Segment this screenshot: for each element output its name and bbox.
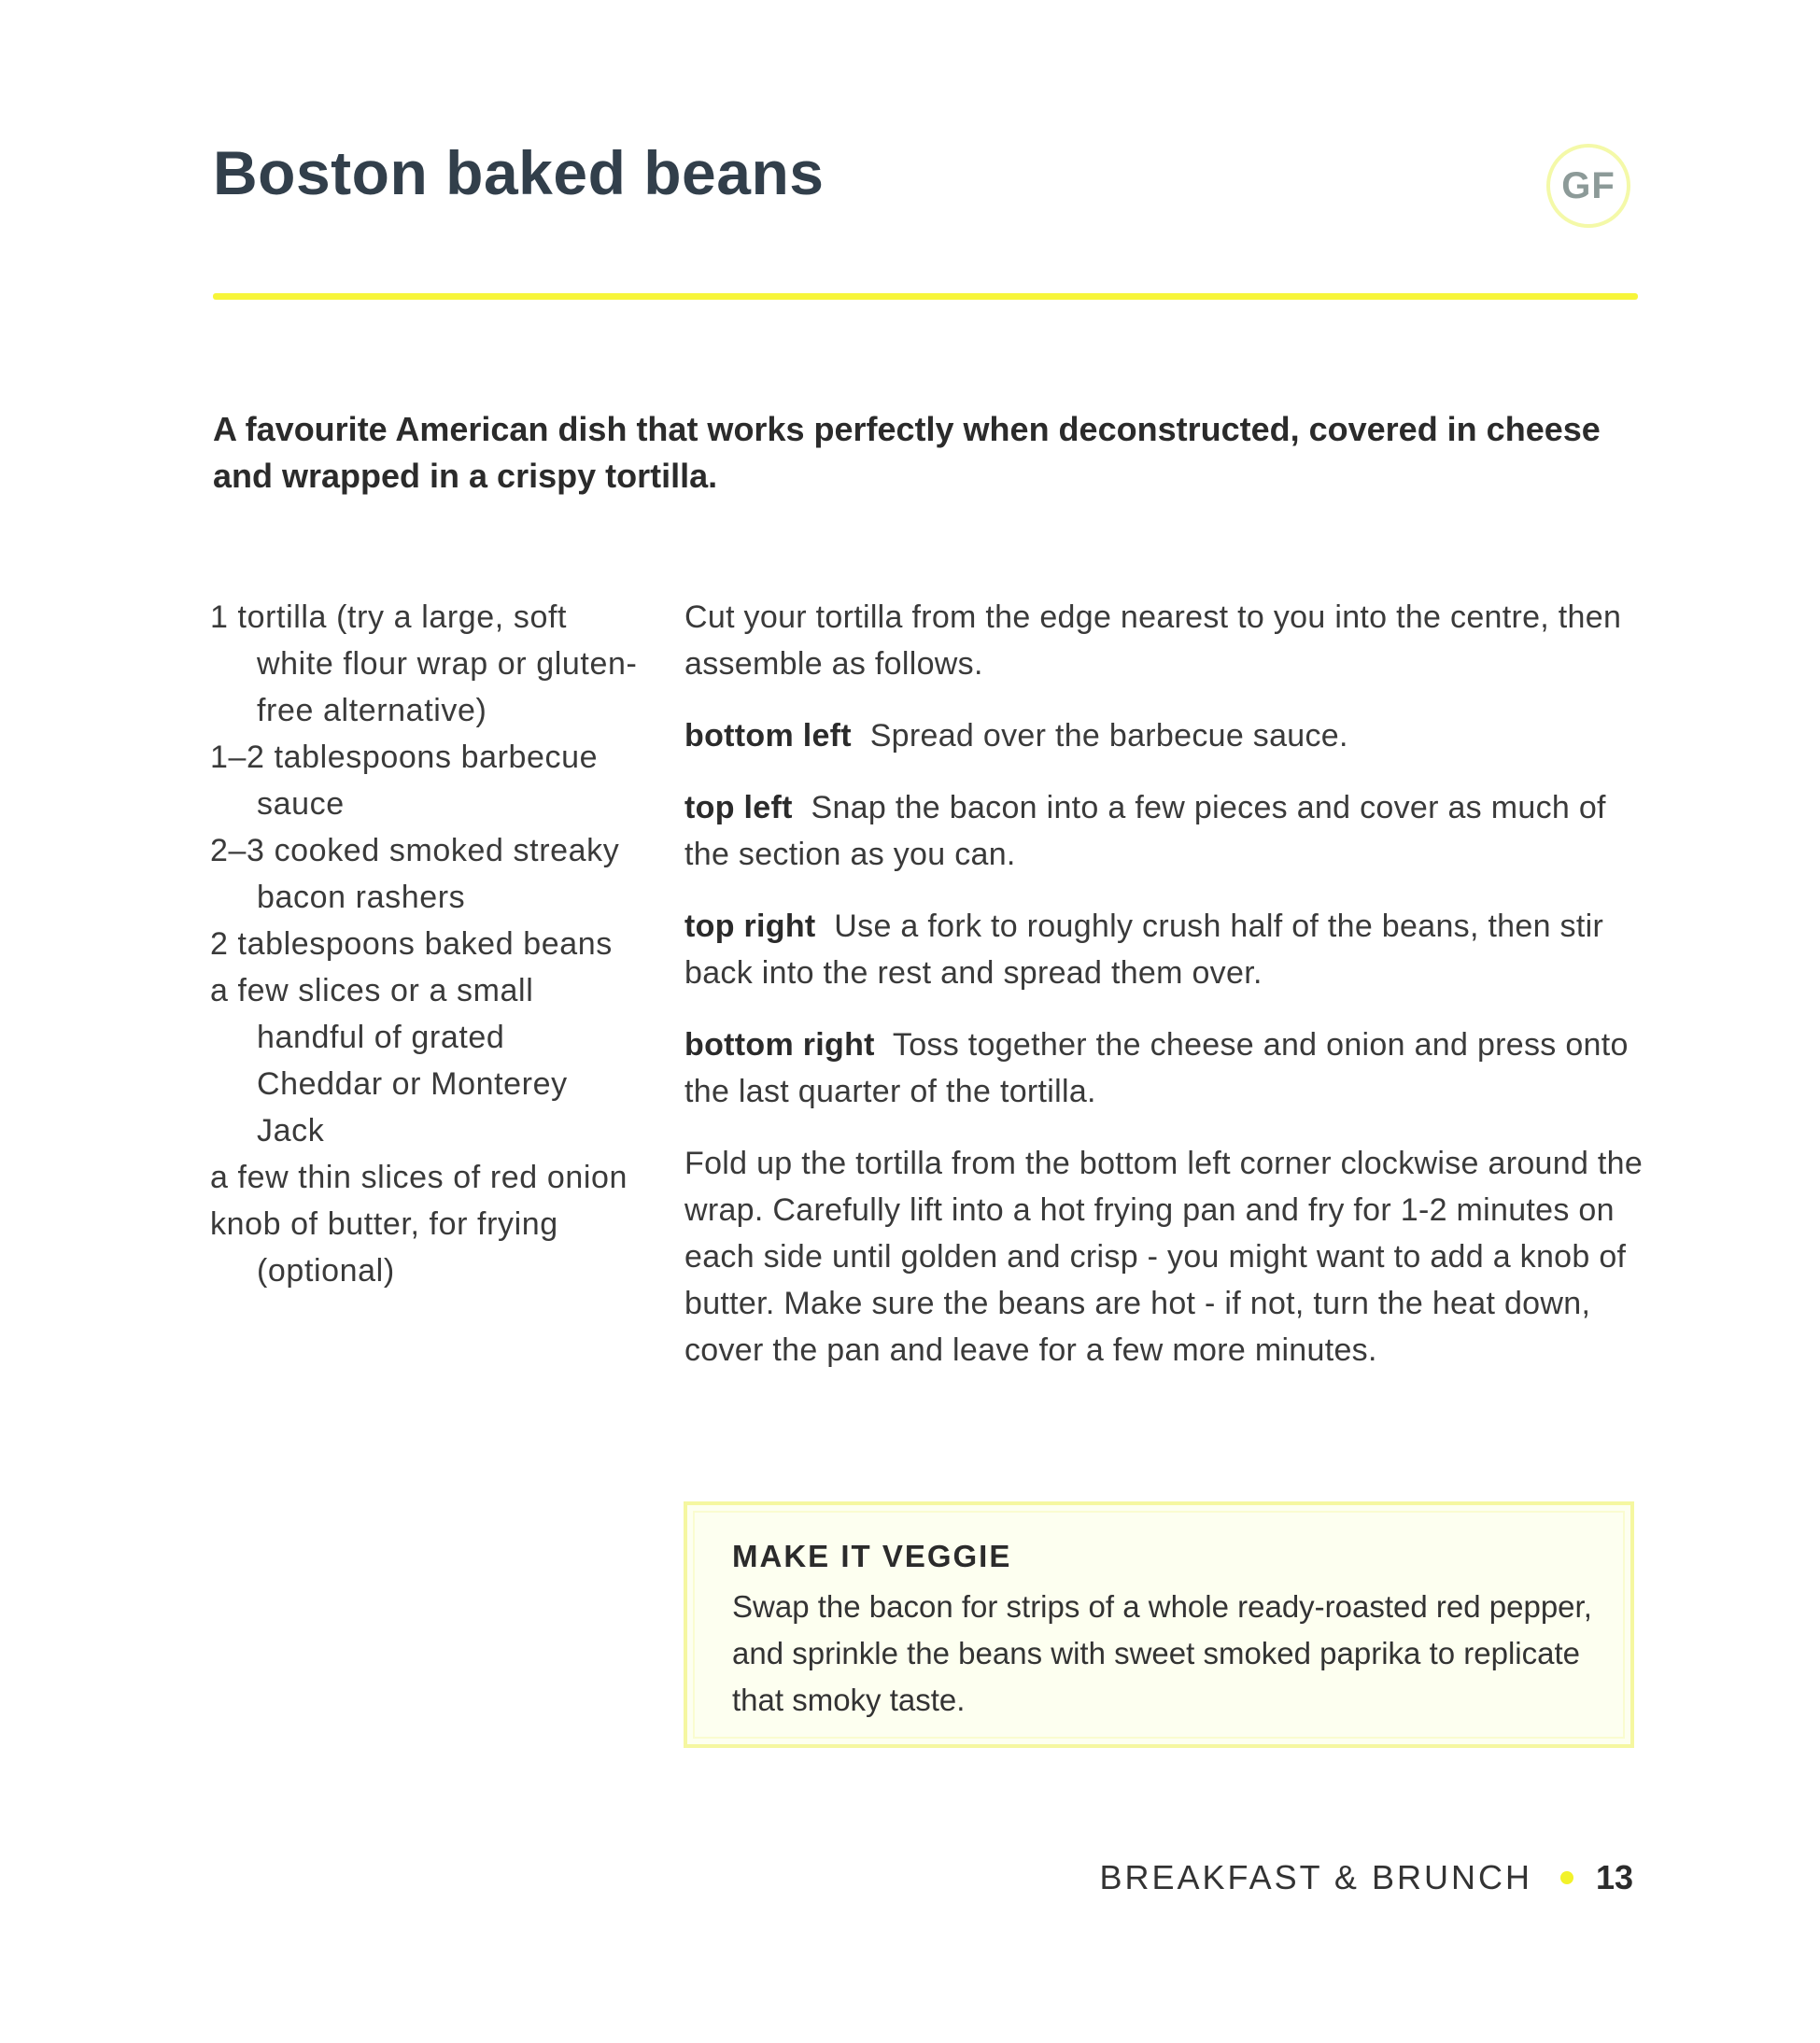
recipe-intro: A favourite American dish that works perfectly when deconstructed, covered in cheese and wrapped in a crispy tortilla. xyxy=(213,410,1601,495)
ingredient-item: a few slices or a small handful of grated Cheddar or Monterey Jack xyxy=(210,973,568,1148)
step-text: Toss together the cheese and onion and press onto the last quarter of the tortilla. xyxy=(684,1027,1629,1109)
method-final: Fold up the tortilla from the bottom left corner clockwise around the wrap. Carefully lift into a hot frying pan and fry for 1-2 minutes on each side until golden and crisp - you might want to add a knob of butter. Make sure the beans are hot - if not, turn the heat down, cover the pan and leave for a few more minutes. xyxy=(684,1146,1644,1368)
method-step xyxy=(684,712,1646,759)
method-section xyxy=(684,594,1646,1399)
method-step xyxy=(684,784,1646,878)
ingredient-item: 1 tortilla (try a large, soft white flour wrap or gluten-free alternative) xyxy=(210,599,638,728)
bullet-dot-icon xyxy=(1560,1871,1573,1884)
step-text: Use a fork to roughly crush half of the beans, then stir back into the rest and spread them over. xyxy=(684,909,1604,991)
step-label: bottom left xyxy=(684,718,852,754)
gluten-free-badge-label: GF xyxy=(1561,164,1615,206)
step-label: top right xyxy=(684,909,816,944)
tip-text: Swap the bacon for strips of a whole ready-roasted red pepper, and sprinkle the beans with sweet smoked paprika to replicate that smoky taste. xyxy=(732,1589,1592,1717)
ingredient-item: a few thin slices of red onion xyxy=(210,1160,628,1195)
ingredient-item: 2 tablespoons baked beans xyxy=(210,926,613,962)
ingredients-list xyxy=(210,594,640,1294)
step-text: Spread over the barbecue sauce. xyxy=(869,718,1348,754)
make-it-veggie-tip xyxy=(684,1501,1634,1748)
tip-title: MAKE IT VEGGIE xyxy=(732,1539,1012,1573)
ingredient-item: 2–3 cooked smoked streaky bacon rashers xyxy=(210,833,620,915)
gluten-free-badge xyxy=(1546,144,1630,228)
step-label: bottom right xyxy=(684,1027,875,1063)
method-intro: Cut your tortilla from the edge nearest to you into the centre, then assemble as follows. xyxy=(684,599,1622,682)
step-label: top left xyxy=(684,790,793,825)
ingredient-item: knob of butter, for frying (optional) xyxy=(210,1206,558,1289)
step-text: Snap the bacon into a few pieces and cover as much of the section as you can. xyxy=(684,790,1606,872)
title-divider xyxy=(213,293,1638,300)
method-step xyxy=(684,903,1646,996)
method-step xyxy=(684,1022,1646,1115)
page-footer xyxy=(1100,1858,1633,1897)
page-number: 13 xyxy=(1595,1858,1633,1896)
section-name: BREAKFAST & BRUNCH xyxy=(1099,1858,1532,1896)
ingredient-item: 1–2 tablespoons barbecue sauce xyxy=(210,740,599,822)
recipe-title: Boston baked beans xyxy=(213,138,825,207)
